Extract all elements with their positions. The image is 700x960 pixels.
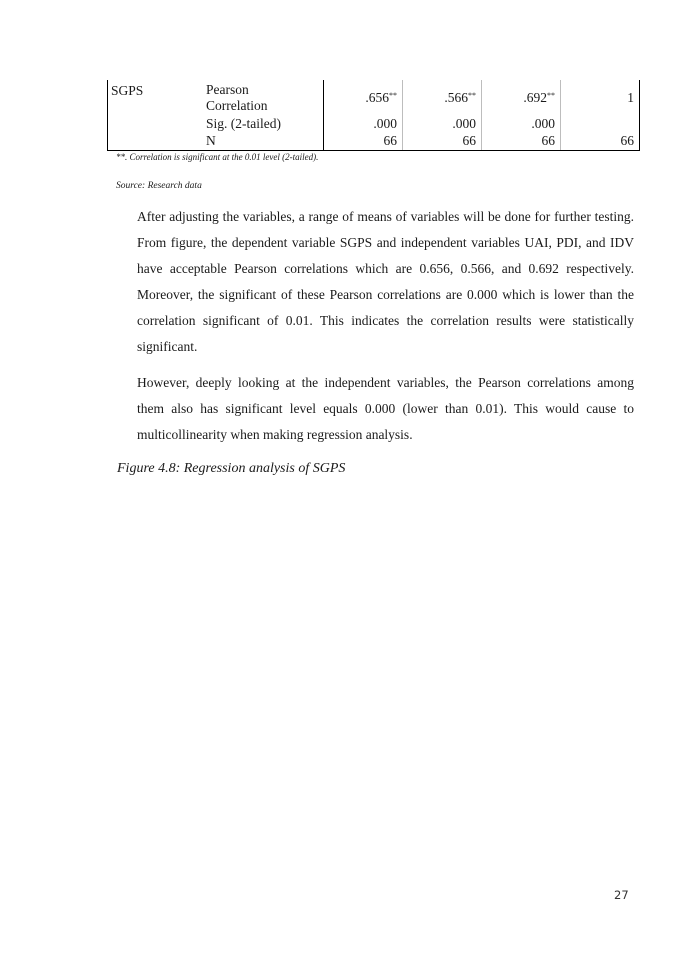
source-note: Source: Research data [116, 181, 202, 191]
significance-mark: ** [547, 91, 555, 100]
paragraph-correlation-results: After adjusting the variables, a range of means of variables will be done for further testing. From figure, the dependent variable SGPS and independent variables UAI, PDI, and IDV have acceptable Pearson correlations which are 0.656, 0.566, and 0.692 respectively. Moreover, the significant of these Pearson correlations are 0.000 which is lower than the correlation significant of 0.01. This indicates the correlation results were statistically significant. [137, 209, 634, 354]
cell-pearson-2: .566** [403, 80, 482, 116]
significance-mark: ** [468, 91, 476, 100]
figure-caption: Figure 4.8: Regression analysis of SGPS [117, 461, 346, 476]
cell-sig-4 [561, 116, 640, 133]
cell-n-2: 66 [403, 133, 482, 151]
row-variable-label: SGPS [108, 80, 197, 151]
significance-mark: ** [389, 91, 397, 100]
stat-label-pearson [196, 80, 324, 116]
table-row-pearson [108, 80, 640, 116]
table-footnote: **. Correlation is significant at the 0.01 level (2-tailed). [116, 152, 319, 162]
cell-sig-3: .000 [482, 116, 561, 133]
cell-pearson-3: .692** [482, 80, 561, 116]
cell-n-3: 66 [482, 133, 561, 151]
stat-label-pearson-line2: Correlation [206, 98, 268, 113]
stat-label-sig: Sig. (2-tailed) [196, 116, 324, 133]
cell-pearson-1: .656** [324, 80, 403, 116]
cell-sig-2: .000 [403, 116, 482, 133]
cell-n-1: 66 [324, 133, 403, 151]
stat-label-n: N [196, 133, 324, 151]
cell-n-4: 66 [561, 133, 640, 151]
cell-pearson-4: 1 [561, 80, 640, 116]
correlation-table [107, 80, 640, 151]
cell-sig-1: .000 [324, 116, 403, 133]
page-number: 27 [614, 888, 629, 902]
stat-label-pearson-line1: Pearson [206, 82, 249, 97]
paragraph-multicollinearity: However, deeply looking at the independent variables, the Pearson correlations among them also has significant level equals 0.000 (lower than 0.01). This would cause to multicollinearity when making regression analysis. [137, 375, 634, 442]
